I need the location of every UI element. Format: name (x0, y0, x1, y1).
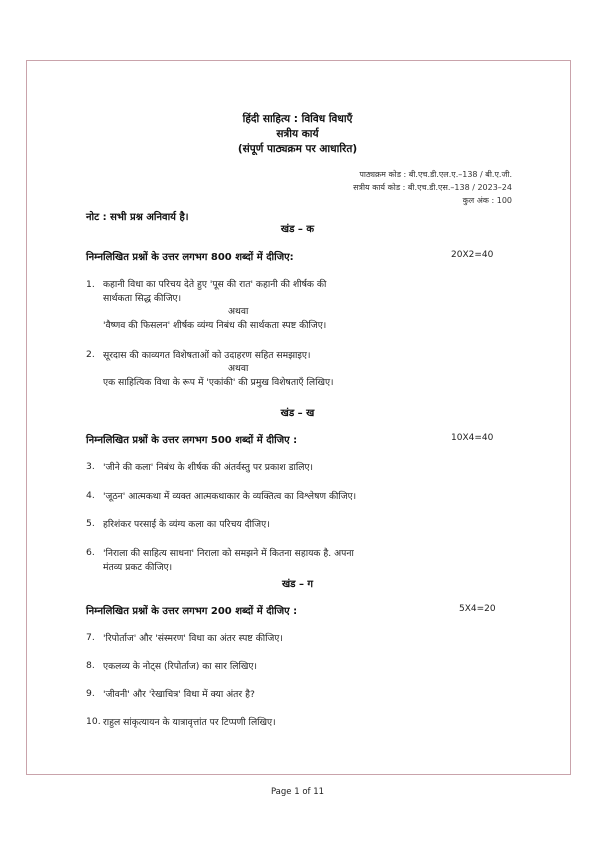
section-instruction-b: निम्नलिखित प्रश्नों के उत्तर लगभग 500 शब्दों में दीजिए : (86, 435, 298, 446)
question-text: कहानी विधा का परिचय देते हुए 'पूस की रात' कहानी की शीर्षक की (103, 279, 327, 290)
question-text: 'जूठन' आत्मकथा में व्यक्त आत्मकथाकार के व्यक्तित्व का विश्लेषण कीजिए। (103, 491, 357, 502)
question-text: 'निराला की साहित्य साधना' निराला को समझने में कितना सहायक है. अपना (103, 548, 354, 559)
section-instruction-c: निम्नलिखित प्रश्नों के उत्तर लगभग 200 शब्दों में दीजिए : (86, 606, 298, 617)
question-text: एकलव्य के नोट्स (रिपोर्ताज) का सार लिखिए। (103, 661, 257, 672)
question-number: 3. (86, 461, 95, 472)
question-number: 1. (86, 279, 95, 290)
question-number: 4. (86, 490, 95, 501)
or-label: अथवा (228, 306, 249, 317)
question-text: सार्थकता सिद्ध कीजिए। (103, 293, 182, 304)
section-heading-b: खंड – ख (280, 408, 315, 419)
question-text: एक साहित्यिक विधा के रूप में 'एकांकी' की प्रमुख विशेषताएँ लिखिए। (103, 377, 334, 388)
question-text: राहुल सांकृत्यायन के यात्रावृत्तांत पर टिप्पणी लिखिए। (103, 717, 276, 728)
question-text: सूरदास की काव्यगत विशेषताओं को उदाहरण सहित समझाइए। (103, 350, 311, 361)
section-heading-c: खंड – ग (281, 579, 314, 590)
section-heading-a: खंड – क (280, 224, 315, 235)
question-text: 'जीवनी' और 'रेखाचित्र' विधा में क्या अंतर है? (103, 689, 255, 700)
question-number: 5. (86, 518, 95, 529)
note: नोट : सभी प्रश्न अनिवार्य है। (86, 212, 189, 223)
question-text: 'जीने की कला' निबंध के शीर्षक की अंतर्वस्तु पर प्रकाश डालिए। (103, 462, 314, 473)
question-text: 'रिपोर्ताज' और 'संस्मरण' विधा का अंतर स्पष्ट कीजिए। (103, 633, 283, 644)
document-title: हिंदी साहित्य : विविध विधाएँ (242, 113, 353, 125)
question-number: 7. (86, 632, 95, 643)
document-subtitle: सत्रीय कार्य (276, 128, 319, 140)
question-text: हरिशंकर परसाई के व्यंग्य कला का परिचय दीजिए। (103, 519, 270, 530)
question-number: 2. (86, 349, 95, 360)
total-marks: कुल अंक : 100 (462, 196, 512, 205)
document-basis: (संपूर्ण पाठ्यक्रम पर आधारित) (237, 143, 358, 155)
section-marks-c: 5X4=20 (459, 604, 496, 614)
question-text: 'वैष्णव की फिसलन' शीर्षक व्यंग्य निबंध की सार्थकता स्पष्ट कीजिए। (103, 320, 327, 331)
question-number: 10. (86, 716, 101, 727)
section-marks-b: 10X4=40 (451, 433, 494, 443)
question-number: 8. (86, 660, 95, 671)
assignment-code: सत्रीय कार्य कोड : बी.एच.डी.एस.–138 / 2023–24 (353, 183, 512, 192)
question-text: मंतव्य प्रकट कीजिए। (103, 562, 173, 573)
or-label: अथवा (228, 363, 249, 374)
page-number: Page 1 of 11 (270, 787, 325, 797)
question-number: 6. (86, 547, 95, 558)
course-code: पाठ्यक्रम कोड : बी.एच.डी.एल.ए.–138 / बी.ए.जी. (359, 170, 512, 179)
section-instruction-a: निम्नलिखित प्रश्नों के उत्तर लगभग 800 शब्दों में दीजिए: (86, 252, 294, 263)
question-number: 9. (86, 688, 95, 699)
section-marks-a: 20X2=40 (451, 250, 494, 260)
